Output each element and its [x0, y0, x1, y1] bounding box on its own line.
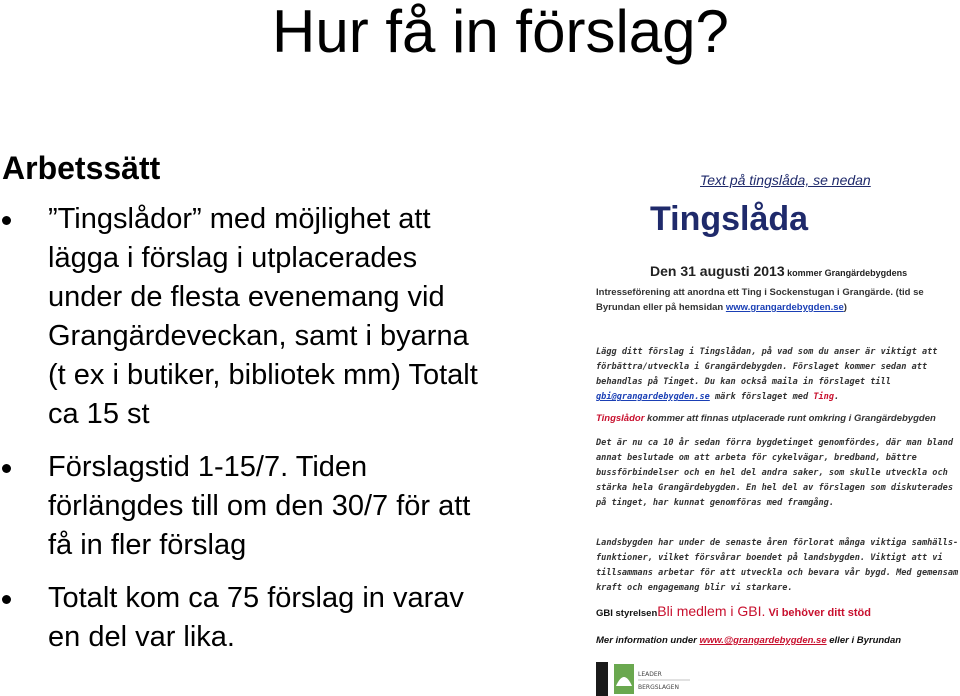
eu-logo-icon — [596, 662, 608, 696]
bullet-item — [0, 579, 480, 657]
flyer-date: Den 31 augusti 2013 — [650, 263, 785, 279]
slide-title: Hur få in förslag? — [272, 0, 729, 65]
boxes-word: Tingslådor — [596, 413, 645, 424]
bullet-dot-icon — [2, 464, 11, 473]
para1-text-b: märk förslaget med — [709, 392, 814, 402]
boxes-rest: kommer att finnas utplacerade runt omkring i Grangärdebygden — [644, 413, 936, 424]
flyer-boxes-note — [596, 413, 936, 424]
flyer-caption: Text på tingslåda, se nedan — [700, 172, 871, 188]
flyer-heading: Tingslåda — [650, 200, 809, 238]
flyer-paragraph-submit — [596, 345, 960, 405]
flyer-paragraph-history: Det är nu ca 10 år sedan förra bygdetinget genomfördes, där man bland annat beslutade om att arbeta för cykelvägar, bredband, bättre bussförbindelser och en hel del andra saker, som skulle utveckla och stärka hela Grangärdebygden. En hel del av förslagen som diskuterades på tinget, har kunnat genomföras med framgång. — [596, 438, 953, 508]
gbi-member: Bli medlem i GBI. — [657, 603, 766, 619]
more-info-text: Mer information under — [596, 635, 700, 646]
ting-word: Ting — [813, 392, 835, 402]
para1-text: Lägg ditt förslag i Tingslådan, på vad som du anser är viktigt att förbättra/utveckla i Grangärdebygden. Förslaget kommer sedan att behandlas på Tinget. Du kan också maila in förslaget till — [596, 347, 938, 387]
bullet-text: ”Tingslådor” med möjlighet att lägga i förslag i utplacerades under de flesta evenemang vid Grangärdeveckan, samt i byarna (t ex i butiker, bibliotek mm) Totalt ca 15 st — [48, 203, 478, 430]
flyer-date-line — [650, 263, 907, 279]
flyer-date-rest: kommer Grangärdebygdens — [784, 268, 908, 278]
email-link[interactable]: gbi@grangardebygden.se — [596, 392, 710, 402]
website-link[interactable]: www.grangardebygden.se — [725, 302, 844, 313]
more-info-end: eller i Byrundan — [826, 635, 902, 646]
bullet-dot-icon — [2, 595, 11, 604]
flyer-intro — [596, 285, 958, 315]
gbi-support: Vi behöver ditt stöd — [765, 607, 871, 619]
flyer-panel — [596, 0, 960, 696]
leader-logo-icon — [612, 662, 692, 696]
logo-bergslagen-text: BERGSLAGEN — [638, 684, 679, 691]
bullet-item — [0, 448, 480, 565]
gbi-board: GBI styrelsen — [596, 608, 658, 619]
more-info-link[interactable]: www.@grangardebygden.se — [699, 635, 827, 646]
bullet-text: Förslagstid 1-15/7. Tiden förlängdes till om den 30/7 för att få in fler förslag — [48, 451, 471, 561]
flyer-gbi-line — [596, 603, 871, 619]
intro-text: Intresseförening att anordna ett Ting i Sockenstugan i Grangärde. (tid se Byrundan eller på hemsidan — [596, 287, 924, 313]
intro-end: ) — [843, 302, 847, 313]
para1-end: . — [834, 392, 840, 402]
bullet-dot-icon — [2, 216, 11, 225]
section-heading: Arbetssätt — [2, 150, 161, 186]
flyer-paragraph-rural: Landsbygden har under de senaste åren förlorat många viktiga samhälls-funktioner, vilket försvårar boendet på landsbygden. Viktigt att vi tillsammans arbetar för att utveckla och bevara vår bygd. Med gemensam kraft och engagemang blir vi starkare. — [596, 538, 959, 593]
logo-leader-text: LEADER — [638, 671, 662, 678]
flyer-more-info — [596, 635, 901, 646]
bullet-item — [0, 200, 480, 434]
bullet-text: Totalt kom ca 75 förslag in varav en del var lika. — [48, 582, 464, 653]
bullet-list — [0, 200, 480, 671]
